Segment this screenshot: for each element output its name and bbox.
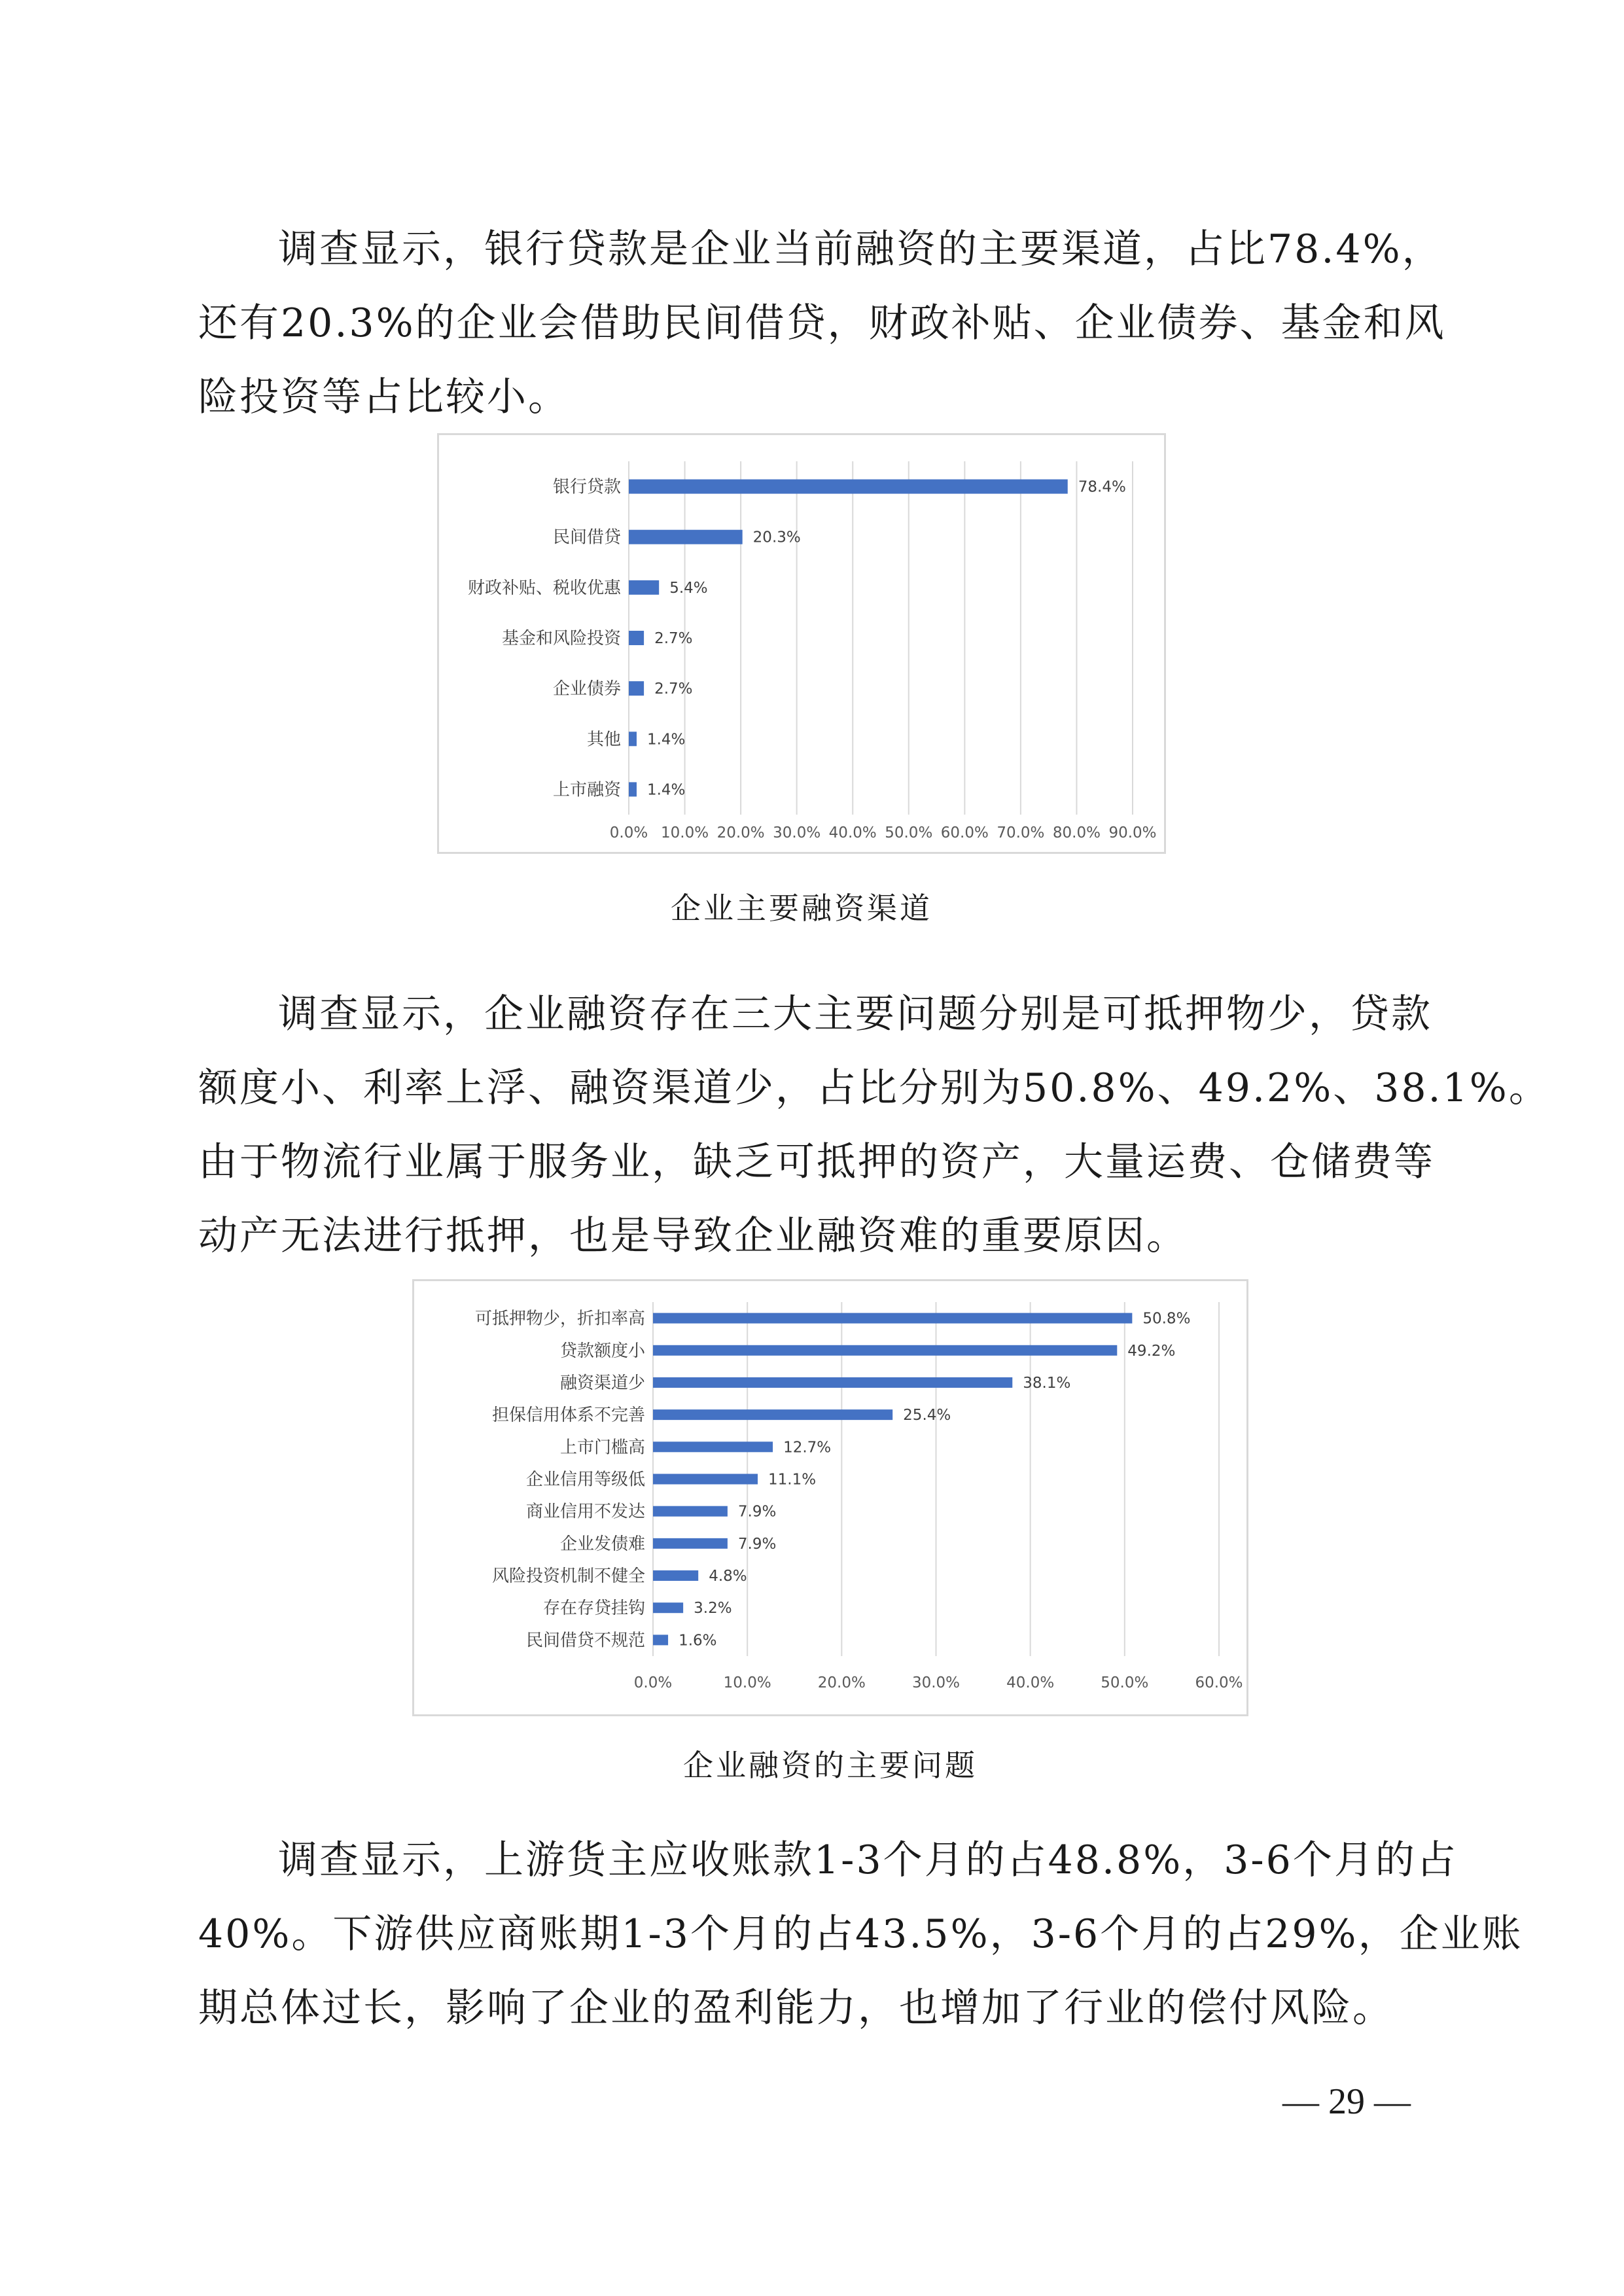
category-label: 商业信用不发达	[525, 1502, 645, 1522]
data-label: 38.1%	[1023, 1374, 1071, 1392]
bar	[653, 1474, 758, 1485]
bar	[629, 732, 637, 746]
category-label: 基金和风险投资	[501, 629, 621, 648]
data-label: 2.7%	[654, 630, 693, 647]
bar	[653, 1345, 1117, 1356]
x-tick-label: 40.0%	[828, 824, 877, 841]
bar	[629, 631, 644, 645]
category-label: 风险投资机制不健全	[491, 1566, 645, 1587]
paragraph-line: 调查显示，上游货主应收账款1-3个月的占48.8%，3-6个月的占	[278, 1837, 1458, 1883]
bar	[653, 1441, 773, 1452]
x-tick-label: 50.0%	[1101, 1674, 1149, 1691]
data-label: 7.9%	[737, 1503, 777, 1521]
caption-financing-problems: 企业融资的主要问题	[683, 1748, 978, 1783]
x-tick-label: 20.0%	[716, 824, 765, 841]
category-label: 企业发债难	[559, 1534, 645, 1554]
data-label: 49.2%	[1127, 1342, 1176, 1360]
data-label: 2.7%	[654, 680, 693, 698]
bar	[653, 1409, 892, 1420]
category-label: 其他	[586, 730, 621, 750]
bar	[629, 530, 743, 544]
data-label: 11.1%	[768, 1471, 817, 1489]
paragraph-line: 调查显示，银行贷款是企业当前融资的主要渠道，占比78.4%，	[278, 226, 1443, 272]
paragraph-line: 期总体过长，影响了企业的盈利能力，也增加了行业的偿付风险。	[198, 1985, 1394, 2031]
paragraph-2	[198, 978, 1550, 1273]
bar	[629, 480, 1068, 494]
x-tick-label: 80.0%	[1052, 824, 1101, 841]
x-tick-label: 70.0%	[997, 824, 1045, 841]
paragraph-1	[198, 213, 1446, 434]
chart-financing-channels	[437, 433, 1166, 854]
bar	[629, 580, 659, 595]
chart-financing-channels-svg	[439, 435, 1168, 856]
category-label: 民间借贷	[552, 527, 621, 548]
x-tick-label: 30.0%	[773, 824, 821, 841]
data-label: 4.8%	[709, 1568, 747, 1585]
x-tick-label: 30.0%	[911, 1674, 961, 1691]
category-label: 财政补贴、税收优惠	[467, 578, 621, 598]
caption-financing-channels: 企业主要融资渠道	[671, 891, 932, 926]
category-label: 融资渠道少	[559, 1373, 645, 1393]
x-tick-label: 50.0%	[885, 824, 933, 841]
bar	[653, 1634, 668, 1645]
x-tick-label: 20.0%	[817, 1674, 866, 1691]
x-tick-label: 90.0%	[1108, 824, 1157, 841]
category-label: 银行贷款	[552, 477, 621, 497]
x-tick-label: 10.0%	[723, 1674, 771, 1691]
data-label: 3.2%	[694, 1600, 732, 1617]
bar	[629, 782, 637, 796]
paragraph-3	[198, 1824, 1523, 2045]
bar	[653, 1538, 728, 1549]
category-label: 民间借贷不规范	[525, 1631, 645, 1651]
bar	[653, 1602, 683, 1613]
data-label: 50.8%	[1142, 1310, 1191, 1328]
bar	[629, 681, 644, 696]
paragraph-line: 险投资等占比较小。	[198, 374, 569, 420]
x-tick-label: 60.0%	[1195, 1674, 1243, 1691]
paragraph-line: 由于物流行业属于服务业，缺乏可抵押的资产，大量运费、仓储费等	[198, 1139, 1435, 1185]
data-label: 12.7%	[783, 1439, 832, 1457]
data-label: 1.6%	[679, 1632, 717, 1650]
bar	[653, 1570, 698, 1581]
x-tick-label: 40.0%	[1006, 1674, 1055, 1691]
category-label: 上市门槛高	[559, 1438, 645, 1458]
data-label: 7.9%	[737, 1535, 777, 1553]
data-label: 5.4%	[669, 579, 708, 597]
x-tick-label: 0.0%	[609, 824, 648, 841]
x-tick-label: 60.0%	[940, 824, 989, 841]
x-tick-label: 0.0%	[633, 1674, 673, 1691]
category-label: 企业债券	[552, 679, 621, 699]
category-label: 贷款额度小	[559, 1341, 645, 1361]
paragraph-line: 动产无法进行抵押，也是导致企业融资难的重要原因。	[198, 1213, 1188, 1259]
data-label: 1.4%	[646, 781, 686, 799]
data-label: 25.4%	[903, 1407, 951, 1424]
data-label: 20.3%	[752, 529, 801, 546]
x-tick-label: 10.0%	[661, 824, 709, 841]
data-label: 1.4%	[646, 731, 686, 749]
chart-financing-problems	[412, 1279, 1248, 1716]
chart-financing-problems-svg	[414, 1281, 1250, 1718]
paragraph-line: 调查显示，企业融资存在三大主要问题分别是可抵押物少，贷款	[278, 991, 1432, 1037]
category-label: 存在存贷挂钩	[542, 1598, 645, 1619]
page-number: — 29 —	[1282, 2081, 1411, 2122]
paragraph-line: 额度小、利率上浮、融资渠道少，占比分别为50.8%、49.2%、38.1%。	[198, 1065, 1550, 1111]
category-label: 担保信用体系不完善	[491, 1405, 645, 1426]
category-label: 企业信用等级低	[525, 1470, 645, 1490]
category-label: 可抵押物少，折扣率高	[474, 1309, 645, 1329]
paragraph-line: 还有20.3%的企业会借助民间借贷，财政补贴、企业债券、基金和风	[198, 300, 1446, 346]
category-label: 上市融资	[552, 780, 621, 800]
bar	[653, 1313, 1132, 1324]
bar	[653, 1506, 728, 1517]
paragraph-line: 40%。下游供应商账期1-3个月的占43.5%，3-6个月的占29%，企业账	[198, 1911, 1523, 1957]
bar	[653, 1377, 1012, 1388]
data-label: 78.4%	[1078, 478, 1126, 496]
